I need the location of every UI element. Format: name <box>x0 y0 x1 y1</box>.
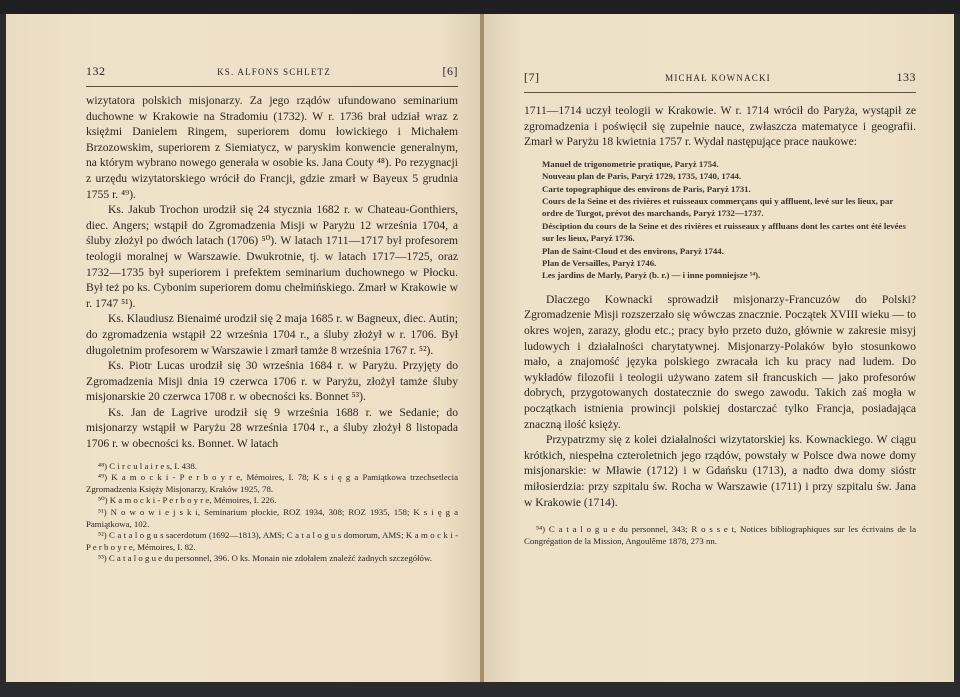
work-item: Plan de Versailles, Paryż 1746. <box>542 258 657 269</box>
left-running-title: KS. ALFONS SCHLETZ <box>217 67 331 77</box>
right-paragraph: Przypatrzmy się z kolei działalności wizytatorskiej ks. Kownackiego. W ciągu krótkich, niespełna czteroletnich jego rządów, powstały w Polsce dwa nowe domy misjonarskie: w Mławie (1712) i w Gdańsku (1713), a nadto dwa domy sióstr miłosierdzia: przy szpitalu św. Rocha w Warszawie (1711) i przy szpitalu św. Jana w Krakowie (1714). <box>524 433 916 509</box>
right-running-head <box>524 70 916 90</box>
left-paragraph: wizytatora polskich misjonarzy. Za jego rządów ufundowano seminarium duchowne w Krakowie na Stradomiu (1732). W r. 1736 brał udział wraz z księżmi Danielem Ringem, superiorem domu łowickiego i Michałem Brzozowskim, superiorem z Siemiatycz, w paryskim konwencie generalnym, na którym wybrano nowego generała w osobie ks. Jana Couty ⁴⁸). Po rezygnacji z urzędu wizytatorskiego wrócił do Francji, gdzie zmarł w Bayeux 5 grudnia 1755 r. ⁴⁹). <box>86 94 458 201</box>
work-item: Nouveau plan de Paris, Paryż 1729, 1735, 1740, 1744. <box>542 171 742 182</box>
right-header-rule <box>524 92 916 93</box>
work-item: Les jardins de Marly, Paryż (b. r.) — i inne pomniejsze ⁵⁴). <box>542 270 761 281</box>
footnote: ⁵²) C a t a l o g u s sacerdotum (1692—1813), AMS; C a t a l o g u s domorum, AMS; K a m o c k i - P e r b o y r e, Mémoires, I. 82. <box>86 530 458 552</box>
book-top-edge <box>0 0 960 14</box>
left-page-number: 132 <box>86 64 106 78</box>
left-paragraph: Ks. Klaudiusz Bienaimé urodził się 2 maja 1685 r. w Bagneux, diec. Autin; do zgromadzenia wstąpił 22 września 1704 r., a śluby złożył w r. 1706. Był długoletnim profesorem w Warszawie i zmarł tamże 8 września 1767 r. ⁵²). <box>86 312 458 357</box>
work-item: Manuel de trigonometrie pratique, Paryż 1754. <box>542 158 719 169</box>
right-body <box>524 103 916 150</box>
left-paragraph: Ks. Jan de Lagrive urodził się 9 września 1688 r. we Sedanie; do misjonarzy wstąpił w Paryżu 28 września 1704 r., a śluby złożył 8 listopada 1706 r. w obecności ks. Bonnet. W latach <box>86 405 458 451</box>
left-body <box>86 93 458 452</box>
left-section-number: [6] <box>442 64 458 78</box>
left-paragraph: Ks. Piotr Lucas urodził się 30 września 1684 r. w Paryżu. Przyjęty do Zgromadzenia Misji dnia 19 czerwca 1706 r. w Paryżu, złożył tamże śluby misjonarskie 20 czerwca 1708 r. w obecności ks. Bonnet ⁵³). <box>86 359 458 404</box>
works-list <box>542 158 916 282</box>
footnote: ⁵⁰) K a m o c k i - P e r b o y r e, Mémoires, I. 226. <box>98 495 277 506</box>
right-paragraph: Dlaczego Kownacki sprowadził misjonarzy-Francuzów do Polski? Zgromadzenie Misji rozszerzało się wówczas znacznie. Początek XVIII wieku — to okres wojen, zarazy, głodu etc.; pracy było przeto dużo, głównie w zakresie misyj ludowych i działalności charytatywnej. Misjonarzy-Polaków było stosunkowo mało, a znajomość języka polskiego zwracała ich ku pracy nad ludem. Do wykładów filozofii i teologii używano zatem sił francuskich — jako profesorów dobrych, przygotowanych dostatecznie do swego zawodu. Takich zaś mogła w początkach istnienia prowincji polskiej dostarczać tylko Francja, posiadająca znaczną ilość księży. <box>524 292 916 431</box>
footnote: ⁵³) C a t a l o g u e du personnel, 396. O ks. Monain nie zdołałem znaleźć żadnych szczegółów. <box>98 553 432 564</box>
left-footnotes <box>86 461 458 565</box>
left-page <box>6 14 482 682</box>
footnote: ⁵⁴) C a t a l o g u e du personnel, 343; R o s s e t, Notices bibliographiques sur les écrivains de la Congrégation de la Mission, Angoulême 1878, 273 nn. <box>524 524 916 546</box>
right-intro-paragraph: 1711—1714 uczył teologii w Krakowie. W r. 1714 wrócił do Paryża, wystąpił ze zgromadzenia i poświęcił się zupełnie nauce, zwłaszcza matematyce i geografii. Zmarł w Paryżu 18 kwietnia 1757 r. Wydał następujące prace naukowe: <box>524 104 916 149</box>
footnote: ⁵¹) N o w o w i e j s k i, Seminarium płockie, ROZ 1934, 308; ROZ 1935, 158; K s i ę g a Pamiątkowa, 102. <box>86 507 458 529</box>
right-page <box>484 14 954 682</box>
left-paragraph: Ks. Jakub Trochon urodził się 24 stycznia 1682 r. w Chateau-Gonthiers, diec. Angers; wstąpił do Zgromadzenia Misji w Paryżu 12 września 1704, a śluby złożył po dwóch latach (1706) ⁵⁰). W latach 1711—1717 był profesorem teologii moralnej w Warszawie. Dwukrotnie, tj. w latach 1717—1725, oraz 1732—1735 był superiorem i prefektem seminarium duchownego w Płocku. Był też po ks. Cybonim superiorem domu chełmińskiego. Zmarł w Krakowie w r. 1747 ⁵¹). <box>86 203 458 310</box>
right-body-continued <box>524 292 916 510</box>
footnote: ⁴⁹) K a m o c k i - P e r b o y r e, Mémoires, I. 78; K s i ę g a Pamiątkowa trzechsetlecia Zgromadzenia Księży Misjonarzy, Kraków 1925, 78. <box>86 472 458 494</box>
work-item: Cours de la Seine et des rivières et ruisseaux commerçans qui y affluent, levé sur les lieux, par ordre de Turgot, prévot des marchands, Paryż 1732—1737. <box>542 196 894 219</box>
left-running-head <box>86 64 458 84</box>
right-section-number: [7] <box>524 70 540 84</box>
right-page-number: 133 <box>896 70 916 84</box>
work-item: Désciption du cours de la Seine et des rivières et ruisseaux y affluans dont les cartes ont été levées sur les lieux, Paryż 1736. <box>542 220 906 244</box>
right-running-title: MICHAŁ KOWNACKI <box>665 73 771 83</box>
right-footnotes <box>524 524 916 547</box>
left-header-rule <box>86 86 458 87</box>
work-item: Plan de Saint-Cloud et des environs, Paryż 1744. <box>542 245 724 256</box>
footnote: ⁴⁸) C i r c u l a i r e s, I. 438. <box>98 460 197 471</box>
work-item: Carte topographique des environs de Paris, Paryż 1731. <box>542 183 751 194</box>
